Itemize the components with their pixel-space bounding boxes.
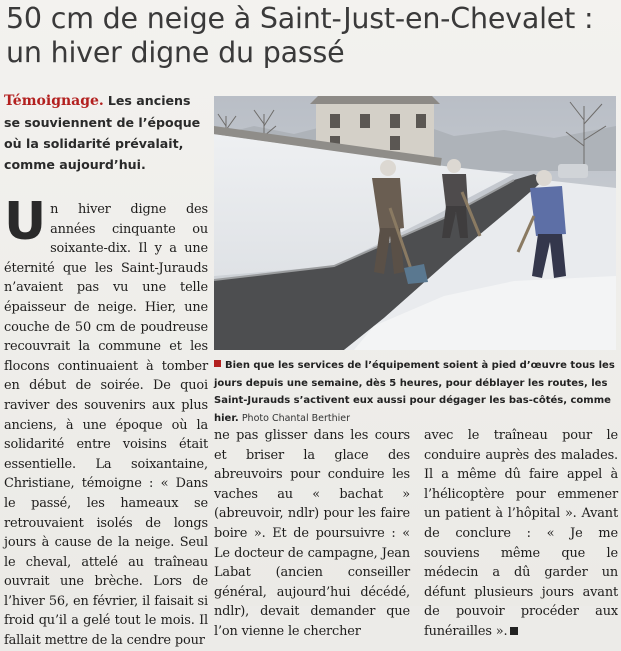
caption-marker bbox=[214, 360, 221, 367]
article-photo bbox=[214, 96, 616, 350]
column-1-text: n hiver digne des années cinquante ou soixante-dix. Il y a une éternité que les Saint-Jurauds n’avaient pas vu une telle épaisseur de neige. Hier, une couche de 50 cm de poudreuse recouvrait la commune et les flocons continuaient à tomber en début de soirée. De quoi raviver des souvenirs aux plus anciens, à une époque où la solidarité entre voisins était essentielle. La soixantaine, Christiane, témoigne : « Dans le passé, les hameaux se retrouvaient isolés de longs jours à cause de la neige. Seul le cheval, attelé au traîneau ouvrait une brèche. Lors de l’hiver 56, en février, il faisait si froid qu’il a gelé tout le mois. Il fallait mettre de la cendre pour bbox=[4, 202, 208, 649]
article-column-1 bbox=[4, 192, 208, 651]
column-2-text: ne pas glisser dans les cours et briser la glace des abreuvoirs pour conduire les vaches au « bachat » (abreuvoir, ndlr) pour les faire boire ». Et de poursuivre : « Le docteur de campagne, Jean Labat (ancien conseiller général, aujourd’hui décédé, ndlr), devait demander que l’on vienne le chercher bbox=[214, 428, 410, 639]
article-column-2 bbox=[214, 426, 410, 642]
column-3-text: avec le traîneau pour le conduire auprès des malades. Il a même dû faire appel à l’hélicoptère pour emmener un patient à l’hôpital ». Avant de conclure : « Je me souviens même que le médecin a dû garder un défunt plusieurs jours avant de pouvoir procéder aux funérailles ». bbox=[424, 428, 618, 639]
lead-paragraph bbox=[4, 90, 209, 175]
caption-text: Bien que les services de l’équipement soient à pied d’œuvre tous les jours depuis une semaine, dès 5 heures, pour déblayer les routes, les Saint-Jurauds s’activent eux aussi pour dégager les bas-côtés, comme hier. bbox=[214, 360, 615, 424]
article-column-3 bbox=[424, 426, 618, 642]
end-of-article-mark bbox=[510, 627, 518, 635]
kicker-label: Témoignage. bbox=[4, 93, 104, 109]
snow-scene-photo bbox=[214, 96, 616, 350]
photo-caption bbox=[214, 357, 618, 427]
article-headline bbox=[6, 2, 618, 70]
photo-credit: Photo Chantal Berthier bbox=[241, 412, 351, 424]
headline-line-2: un hiver digne du passé bbox=[6, 36, 345, 69]
headline-line-1: 50 cm de neige à Saint-Just-en-Chevalet : bbox=[6, 2, 594, 35]
drop-cap: U bbox=[4, 192, 47, 252]
lead-text: Les anciens se souviennent de l’époque où la solidarité prévalait, comme aujourd’hui. bbox=[4, 93, 201, 172]
